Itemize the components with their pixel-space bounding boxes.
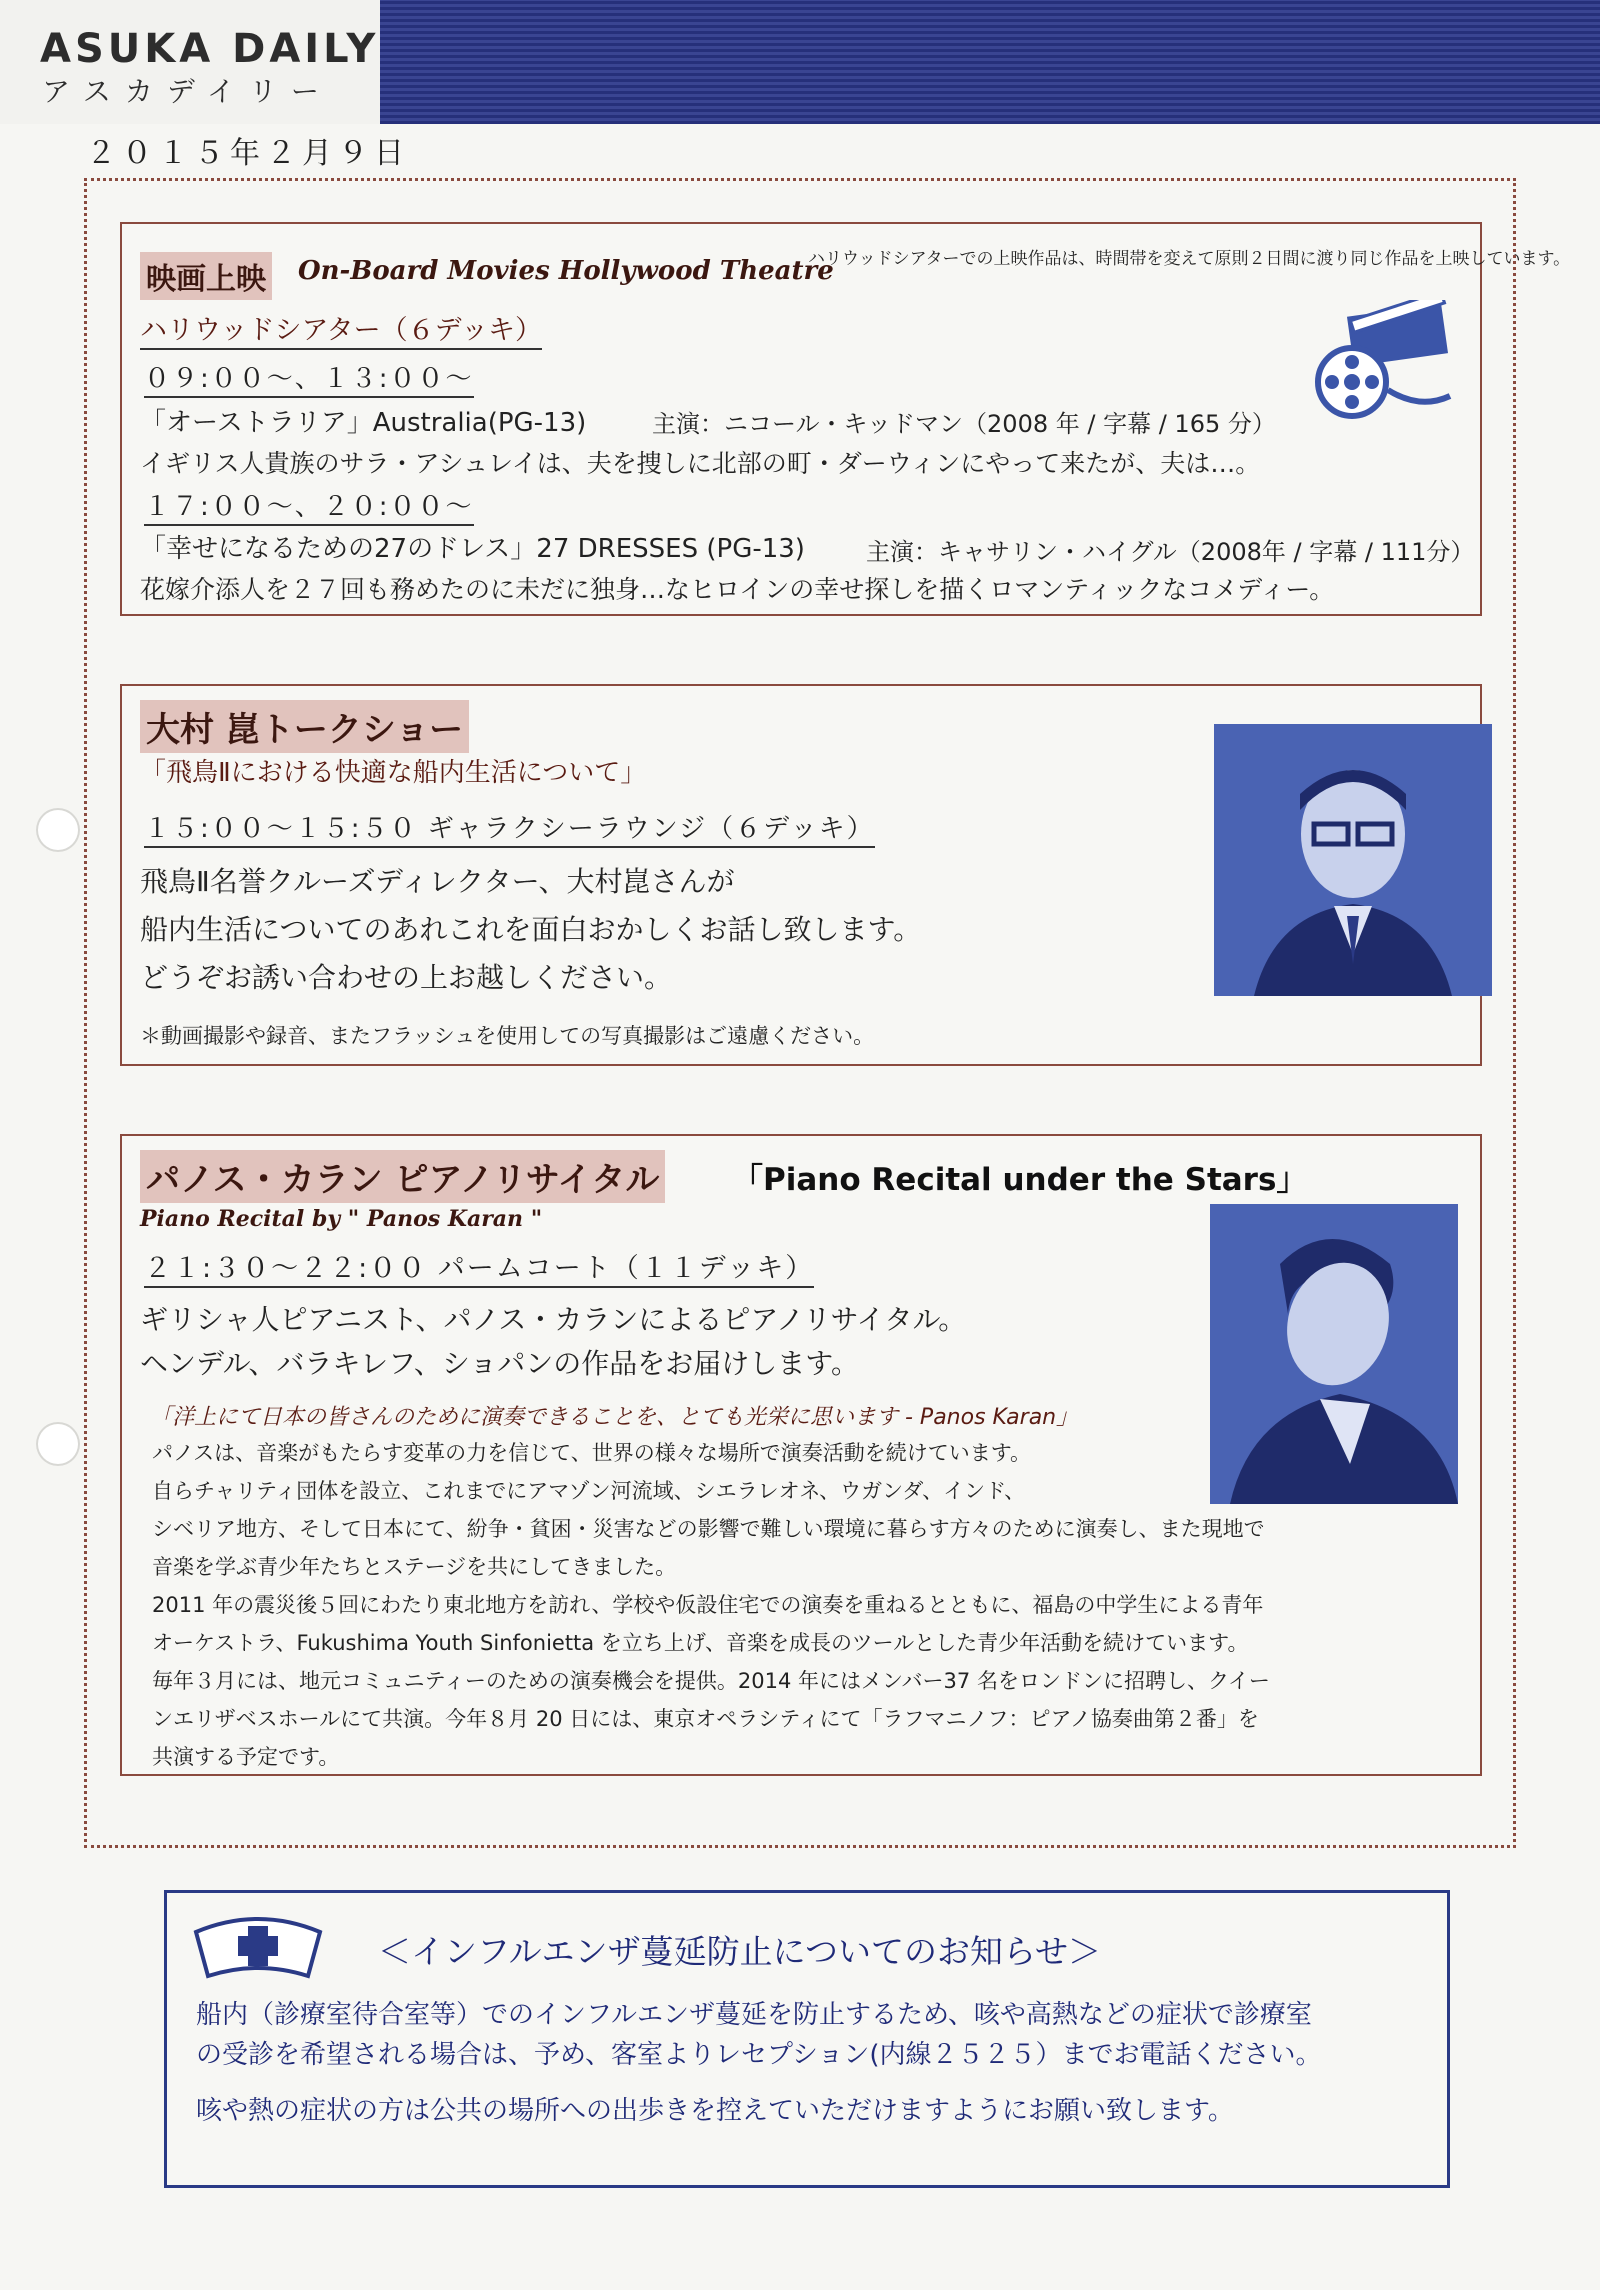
recital-time-label: ２１:３０〜２２:００ パームコート（１１デッキ） (144, 1253, 814, 1288)
film-2-cast: 主演：キャサリン・ハイグル（2008年 / 字幕 / 111分） (866, 538, 1475, 566)
notice-body-2: の受診を希望される場合は、予め、客室よりレセプション(内線２５２５）までお電話ください。 (196, 2040, 1322, 2070)
bio-line: ンエリザベスホールにて共演。今年８月 20 日には、東京オペラシティにて「ラフマニノフ：ピアノ協奏曲第２番」を (152, 1707, 1259, 1731)
film-2-title: 「幸せになるための27のドレス」27 DRESSES (PG-13) (140, 534, 805, 564)
brand-subtitle: アスカデイリー (42, 75, 333, 108)
recital-quote: 「洋上にて日本の皆さんのために演奏できることを、とても光栄に思います - Panos Karan」 (150, 1405, 1079, 1430)
speaker-photo (1214, 724, 1492, 996)
talk-subtitle: 「飛鳥Ⅱにおける快適な船内生活について」 (140, 758, 647, 788)
medical-cross-icon (188, 1912, 328, 1982)
theatre-name (140, 308, 542, 347)
movie-heading-en: On-Board Movies Hollywood Theatre (298, 256, 834, 286)
bio-line: オーケストラ、Fukushima Youth Sinfonietta を立ち上げ、音楽を成長のツールとした青少年活動を続けています。 (152, 1631, 1249, 1655)
film-1-title: 「オーストラリア」Australia(PG-13) (140, 408, 587, 438)
talk-heading (140, 700, 469, 753)
film-2-description: 花嫁介添人を２７回も務めたのに未だに独身…なヒロインの幸せ探しを描くロマンティックなコメディー。 (140, 575, 1335, 604)
film-reel-icon (1310, 300, 1460, 420)
showtime-1-label: ０９:００〜、１３:００〜 (144, 364, 474, 398)
movie-heading-label: 映画上映 (140, 252, 272, 300)
recital-description-2: ヘンデル、バラキレフ、ショパンの作品をお届けします。 (140, 1347, 860, 1380)
recital-description-1: ギリシャ人ピアニスト、パノス・カランによるピアノリサイタル。 (140, 1303, 967, 1336)
header-stripes (380, 0, 1600, 124)
bio-line: パノスは、音楽がもたらす変革の力を信じて、世界の様々な場所で演奏活動を続けています。 (152, 1441, 1032, 1465)
recital-heading-label: パノス・カラン ピアノリサイタル (140, 1150, 665, 1203)
notice-body-3: 咳や熱の症状の方は公共の場所への出歩きを控えていただけますようにお願い致します。 (196, 2096, 1234, 2126)
notice-title: ＜インフルエンザ蔓延防止についてのお知らせ＞ (378, 1932, 1102, 1971)
talk-description-2: 船内生活についてのあれこれを面白おかしくお話し致します。 (140, 913, 922, 946)
recital-byline: Piano Recital by " Panos Karan " (140, 1206, 543, 1232)
talk-heading-label: 大村 崑トークショー (140, 700, 469, 753)
bio-line: シベリア地方、そして日本にて、紛争・貧困・災害などの影響で難しい環境に暮らす方々のために演奏し、また現地で (152, 1517, 1265, 1541)
showtime-2-label: １７:００〜、２０:００〜 (144, 492, 474, 526)
bio-line: 毎年３月には、地元コミュニティーのための演奏機会を提供。2014 年にはメンバー37 名をロンドンに招聘し、クイー (152, 1669, 1270, 1693)
showtime-2 (144, 486, 474, 523)
talk-photo-note: ＊動画撮影や録音、またフラッシュを使用しての写真撮影はご遠慮ください。 (140, 1024, 875, 1048)
notice-body-1: 船内（診療室待合室等）でのインフルエンザ蔓延を防止するため、咳や高熱などの症状で診療室 (196, 2000, 1312, 2030)
recital-heading (140, 1150, 665, 1203)
movie-heading (140, 252, 272, 300)
talk-time-label: １５:００〜１５:５０ ギャラクシーラウンジ（６デッキ） (144, 814, 875, 848)
talk-description-3: どうぞお誘い合わせの上お越しください。 (140, 961, 673, 994)
showtime-1 (144, 358, 474, 395)
recital-heading-en: 「Piano Recital under the Stars」 (732, 1162, 1308, 1198)
bio-line: 2011 年の震災後５回にわたり東北地方を訪れ、学校や仮設住宅での演奏を重ねるとともに、福島の中学生による青年 (152, 1593, 1264, 1617)
binder-hole (36, 808, 80, 852)
film-1-description: イギリス人貴族のサラ・アシュレイは、夫を捜しに北部の町・ダーウィンにやって来たが、夫は…。 (140, 449, 1261, 478)
talk-description-1: 飛鳥Ⅱ名誉クルーズディレクター、大村崑さんが (140, 865, 735, 898)
talk-time (144, 808, 875, 845)
theatre-label: ハリウッドシアター（６デッキ） (140, 315, 542, 350)
bio-line: 自らチャリティ団体を設立、これまでにアマゾン河流域、シエラレオネ、ウガンダ、インド、 (152, 1479, 1026, 1503)
binder-hole (36, 1422, 80, 1466)
film-1-cast: 主演：ニコール・キッドマン（2008 年 / 字幕 / 165 分） (652, 410, 1276, 438)
pianist-photo (1210, 1204, 1458, 1504)
bio-line: 共演する予定です。 (152, 1745, 340, 1769)
issue-date: ２０１５年２月９日 (86, 136, 410, 171)
brand-title: ASUKA DAILY (40, 26, 380, 72)
bio-line: 音楽を学ぶ青少年たちとステージを共にしてきました。 (152, 1555, 677, 1579)
movie-note: ハリウッドシアターでの上映作品は、時間帯を変えて原則２日間に渡り同じ作品を上映しています。 (808, 249, 1571, 269)
recital-time (144, 1246, 814, 1285)
